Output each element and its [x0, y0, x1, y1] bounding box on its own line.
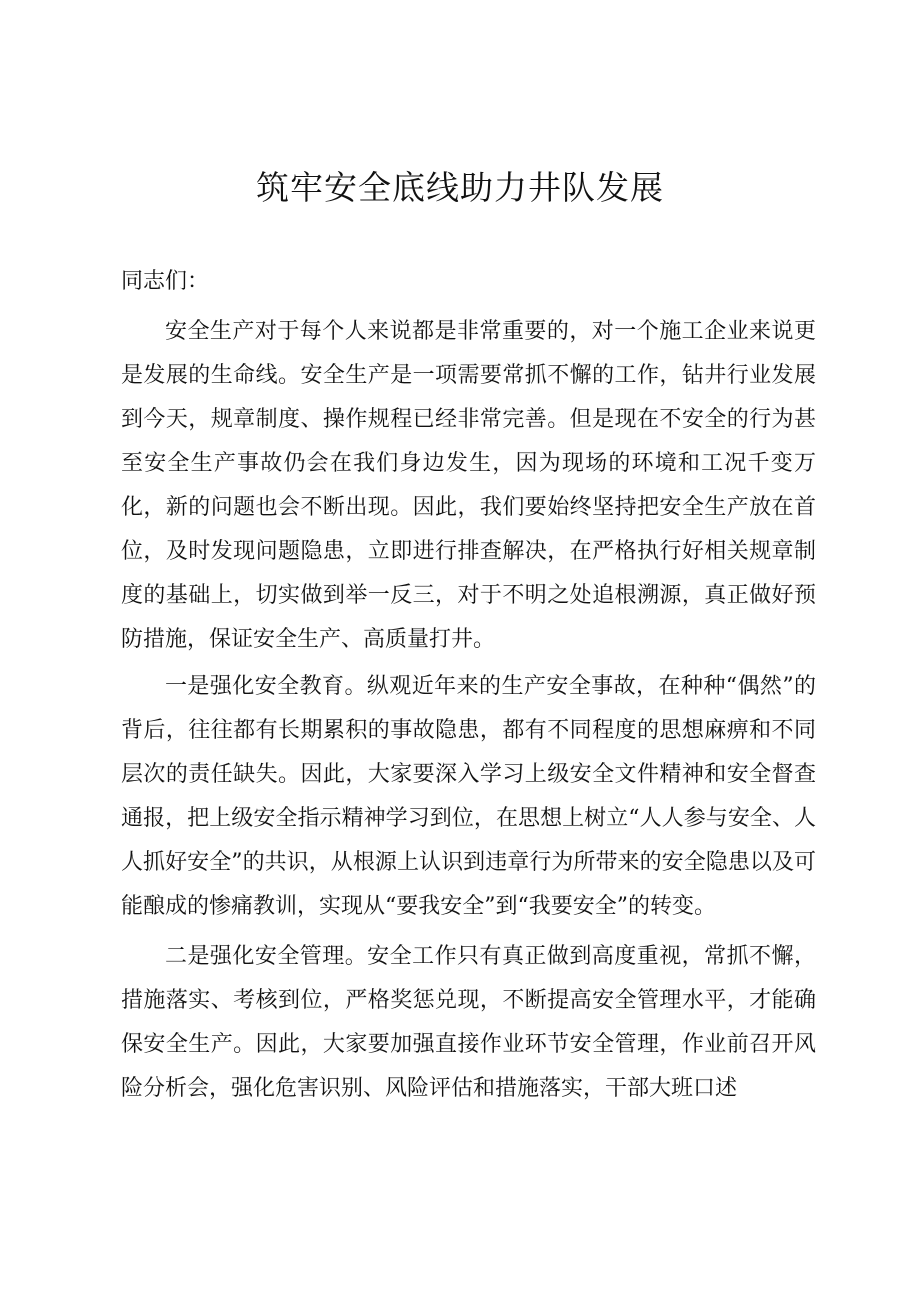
paragraph-intro: 安全生产对于每个人来说都是非常重要的，对一个施工企业来说更是发展的生命线。安全生产是一项需要常抓不懈的工作，钻井行业发展到今天，规章制度、操作规程已经非常完善。但是现在不安全的行为甚至安全生产事故仍会在我们身边发生，因为现场的环境和工况千变万化，新的问题也会不断出现。因此，我们要始终坚持把安全生产放在首位，及时发现问题隐患，立即进行排查解决，在严格执行好相关规章制度的基础上，切实做到举一反三，对于不明之处追根溯源，真正做好预防措施，保证安全生产、高质量打井。: [121, 319, 816, 652]
document-title: 筑牢安全底线助力井队发展: [256, 168, 664, 207]
paragraph-safety-management: 二是强化安全管理。安全工作只有真正做到高度重视，常抓不懈，措施落实、考核到位，严格奖惩兑现，不断提高安全管理水平，才能确保安全生产。因此，大家要加强直接作业环节安全管理，作业前召开风险分析会，强化危害识别、风险评估和措施落实，干部大班口述: [121, 944, 816, 1101]
document-body: [121, 260, 816, 1111]
salutation: 同志们：: [121, 269, 210, 294]
paragraph-safety-education: 一是强化安全教育。纵观近年来的生产安全事故，在种种“偶然”的背后，往往都有长期累积的事故隐患，都有不同程度的思想麻痹和不同层次的责任缺失。因此，大家要深入学习上级安全文件精神和安全督查通报，把上级安全指示精神学习到位，在思想上树立“人人参与安全、人人抓好安全”的共识，从根源上认识到违章行为所带来的安全隐患以及可能酿成的惨痛教训，实现从“要我安全”到“我要安全”的转变。: [121, 674, 816, 919]
